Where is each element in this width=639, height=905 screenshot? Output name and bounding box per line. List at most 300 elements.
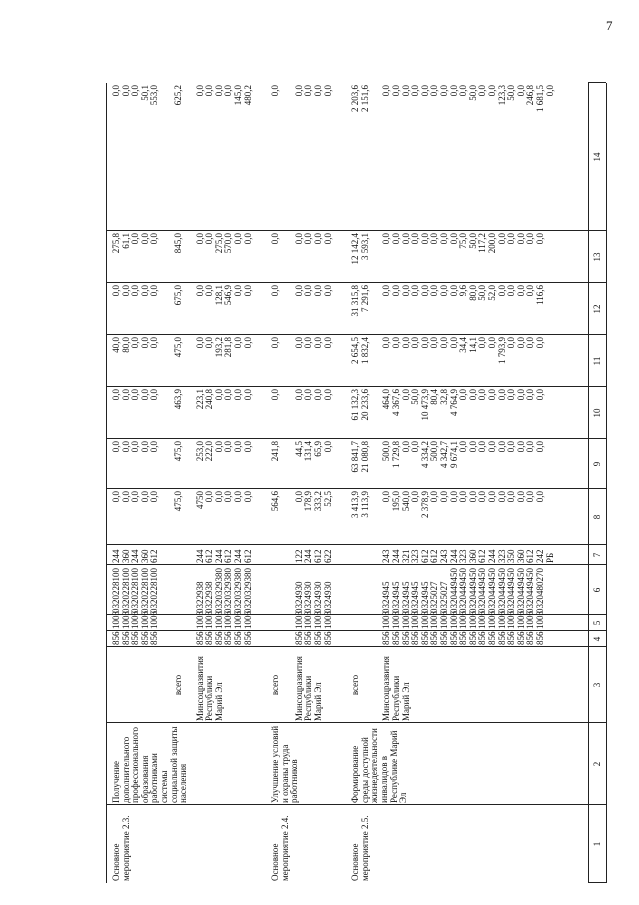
table-rule: [606, 83, 607, 883]
table-cell: 4 764,9: [448, 389, 459, 416]
table-cell: 0,0: [139, 389, 150, 401]
table-cell: 244: [130, 549, 141, 563]
table-cell: 0,0: [506, 441, 517, 453]
table-cell: 0,0: [535, 389, 545, 401]
table-cell: 0,0: [525, 285, 536, 297]
total-value: 475,0: [173, 441, 183, 462]
table-cell: 0,0: [111, 85, 121, 97]
total-label: всего: [350, 674, 361, 696]
table-cell: 0,0: [233, 337, 243, 349]
table-cell: 0324945: [400, 581, 411, 613]
table-cell: 4 367,6: [391, 389, 401, 416]
column-rule: [588, 438, 606, 439]
column-header-2: 2: [592, 761, 602, 767]
table-cell: 0320449450: [515, 568, 526, 613]
table-cell: 0,0: [391, 337, 401, 349]
table-cell: 1003: [194, 611, 205, 629]
table-cell: 856: [322, 631, 333, 645]
table-cell: 0,0: [535, 491, 545, 503]
table-cell: 0,0: [410, 337, 421, 349]
table-cell: 0,0: [139, 337, 150, 349]
table-cell: 0,0: [467, 441, 478, 453]
table-cell: 856: [242, 631, 253, 645]
table-cell: 275,0: [213, 233, 224, 254]
table-cell: 0,0: [120, 491, 131, 503]
table-cell: 1006: [515, 611, 526, 629]
table-cell: 321: [400, 549, 411, 563]
table-cell: 50,0: [477, 285, 488, 301]
table-cell: 0,0: [120, 85, 131, 97]
table-cell: 540,0: [400, 491, 411, 512]
table-cell: 243: [381, 549, 392, 563]
total-value: 7 291,6: [359, 285, 370, 312]
table-cell: 1006: [448, 611, 459, 629]
table-cell: 856: [448, 631, 459, 645]
table-cell: 0,0: [477, 389, 488, 401]
column-rule: [588, 722, 606, 723]
table-cell: 0,0: [467, 491, 478, 503]
table-cell: 1 681,5: [535, 85, 545, 112]
table-cell: 0,0: [506, 337, 517, 349]
table-cell: 856: [313, 631, 323, 645]
table-cell: 856: [515, 631, 526, 645]
column-rule: [106, 488, 588, 489]
table-cell: 856: [496, 631, 507, 645]
table-cell: 546,9: [223, 285, 234, 306]
table-cell: 612: [223, 549, 234, 563]
table-rule: [588, 83, 589, 883]
total-value: 3 113,9: [359, 491, 370, 518]
table-cell: 128,1: [213, 285, 224, 306]
table-cell: 856: [233, 631, 243, 645]
table-cell: 570,0: [223, 233, 234, 254]
table-cell: 0,0: [303, 337, 314, 349]
table-cell: 222,0: [204, 441, 215, 462]
table-cell: 4 342,7: [439, 441, 449, 468]
column-header-3: 3: [592, 682, 602, 688]
total-value: 2 151,6: [359, 85, 370, 112]
table-cell: 0320228100: [139, 568, 150, 613]
column-rule: [106, 544, 588, 545]
table-cell: 0,0: [515, 491, 526, 503]
table-cell: 612: [429, 549, 440, 563]
table-cell: 0324930: [303, 581, 314, 613]
table-cell: 0,0: [149, 233, 160, 245]
total-value: 0,0: [270, 285, 281, 297]
table-cell: 1003: [213, 611, 224, 629]
table-cell: 0324945: [381, 581, 392, 613]
table-cell: 0,0: [303, 285, 314, 297]
table-cell: 1006: [439, 611, 449, 629]
column-rule: [106, 722, 588, 723]
table-rule: [106, 83, 107, 883]
table-cell: 75,0: [458, 233, 469, 249]
table-cell: 0,0: [429, 491, 440, 503]
table-cell: 4750: [194, 491, 205, 509]
table-cell: 0,0: [130, 233, 141, 245]
column-rule: [106, 282, 588, 283]
table-cell: 195,0: [391, 491, 401, 512]
table-cell: 0,0: [381, 491, 392, 503]
table-cell: 50,0: [410, 389, 421, 405]
column-header-5: 5: [592, 620, 602, 626]
table-cell: 0,0: [233, 491, 243, 503]
table-cell: 856: [458, 631, 469, 645]
table-cell: 1003: [111, 611, 121, 629]
table-cell: 0,0: [139, 491, 150, 503]
table-cell: 856: [213, 631, 224, 645]
table-cell: 0,0: [194, 233, 205, 245]
table-cell: 0,0: [496, 233, 507, 245]
table-cell: 0,0: [381, 337, 392, 349]
table-cell: 0,0: [429, 285, 440, 297]
table-cell: 1006: [467, 611, 478, 629]
total-value: 21 080,8: [359, 441, 370, 473]
total-value: 63 841,7: [350, 441, 361, 473]
total-value: 475,0: [173, 491, 183, 512]
table-cell: 1003: [313, 611, 323, 629]
column-header-1: 1: [592, 841, 602, 847]
column-header-8: 8: [592, 514, 602, 520]
table-cell: 65,9: [313, 441, 323, 457]
table-cell: 612: [242, 549, 253, 563]
column-header-10: 10: [592, 408, 602, 418]
table-cell: 612: [419, 549, 430, 563]
total-value: 0,0: [270, 337, 281, 349]
table-cell: 0,0: [458, 389, 469, 401]
table-cell: 0,0: [293, 491, 304, 503]
table-cell: 0325027: [439, 581, 449, 613]
table-cell: 0,0: [313, 285, 323, 297]
table-cell: 0,0: [400, 285, 411, 297]
total-value: 31 315,8: [350, 285, 361, 317]
table-cell: 0,0: [194, 85, 205, 97]
table-cell: 244: [487, 549, 497, 563]
table-cell: 0,0: [233, 233, 243, 245]
table-cell: 0325027: [429, 581, 440, 613]
table-cell: 856: [506, 631, 517, 645]
table-cell: 0,0: [477, 441, 488, 453]
table-cell: 2 378,9: [419, 491, 430, 518]
table-cell: 0,0: [525, 491, 536, 503]
table-cell: 350: [506, 549, 517, 563]
table-cell: 193,2: [213, 337, 224, 358]
table-cell: 0,0: [535, 233, 545, 245]
measure-title: Получение дополнительного профессионального образования работниками системы социальной защиты населения: [111, 726, 189, 803]
table-cell: 1003: [322, 611, 333, 629]
total-value: 564,6: [270, 491, 281, 512]
table-cell: 0320228100: [111, 568, 121, 613]
table-cell: 0,0: [467, 389, 478, 401]
table-cell: 0,0: [194, 337, 205, 349]
table-cell: РБ: [544, 552, 555, 563]
table-cell: 244: [213, 549, 224, 563]
table-cell: 40,0: [111, 337, 121, 353]
column-rule: [588, 334, 606, 335]
column-header-7: 7: [592, 552, 602, 558]
table-cell: 123,3: [496, 85, 507, 106]
table-cell: 0,0: [322, 441, 333, 453]
responsible-org: Минсоцразвития Республики Марий Эл: [194, 656, 224, 721]
table-cell: 0,0: [419, 337, 430, 349]
table-cell: 1003: [303, 611, 314, 629]
table-cell: 0322938: [194, 581, 205, 613]
table-cell: 0,0: [477, 491, 488, 503]
table-cell: 0,0: [139, 285, 150, 297]
table-cell: 0,0: [400, 441, 411, 453]
table-cell: 0,0: [458, 491, 469, 503]
table-cell: 52,0: [487, 285, 497, 301]
table-cell: 0,0: [419, 233, 430, 245]
measure-code: Основное мероприятие 2.4.: [270, 815, 290, 881]
table-cell: 0,0: [400, 85, 411, 97]
table-cell: 0,0: [448, 491, 459, 503]
table-cell: 0,0: [322, 85, 333, 97]
table-cell: 0,0: [429, 337, 440, 349]
table-cell: 0,0: [419, 85, 430, 97]
table-cell: 0,0: [535, 337, 545, 349]
total-value: 20 233,6: [359, 389, 370, 421]
table-cell: 856: [525, 631, 536, 645]
table-cell: 1006: [242, 611, 253, 629]
table-cell: 0,0: [130, 491, 141, 503]
table-cell: 0320449450: [458, 568, 469, 613]
table-cell: 0,0: [293, 233, 304, 245]
table-cell: 0320449450: [448, 568, 459, 613]
table-cell: 0,0: [525, 441, 536, 453]
table-cell: 61,1: [120, 233, 131, 249]
table-cell: 116,6: [535, 285, 545, 305]
table-cell: 0,0: [111, 389, 121, 401]
table-cell: 0,0: [130, 285, 141, 297]
table-cell: 0,0: [149, 389, 160, 401]
column-rule: [588, 614, 606, 615]
table-cell: 0,0: [410, 285, 421, 297]
table-cell: 0,0: [130, 337, 141, 349]
table-cell: 50,0: [467, 233, 478, 249]
table-cell: 0,0: [293, 389, 304, 401]
table-cell: 0,0: [293, 85, 304, 97]
table-cell: 856: [120, 631, 131, 645]
table-cell: 0320449450: [525, 568, 536, 613]
table-cell: 360: [139, 549, 150, 563]
column-rule: [588, 646, 606, 647]
column-rule: [588, 564, 606, 565]
table-cell: 0,0: [506, 491, 517, 503]
table-cell: 145,0: [233, 85, 243, 106]
table-cell: 0,0: [313, 233, 323, 245]
table-cell: 0,0: [448, 285, 459, 297]
table-cell: 323: [410, 549, 421, 563]
table-cell: 856: [139, 631, 150, 645]
table-cell: 0320228100: [149, 568, 160, 613]
table-cell: 0,0: [242, 441, 253, 453]
table-cell: 0,0: [130, 85, 141, 97]
table-cell: 0,0: [496, 441, 507, 453]
table-cell: 1006: [506, 611, 517, 629]
table-cell: 0320449450: [506, 568, 517, 613]
table-cell: 0,0: [525, 337, 536, 349]
table-cell: 0,0: [149, 491, 160, 503]
column-rule: [588, 230, 606, 231]
table-cell: 553,0: [149, 85, 160, 106]
table-cell: 244: [194, 549, 205, 563]
table-cell: 856: [429, 631, 440, 645]
table-cell: 1003: [391, 611, 401, 629]
table-cell: 244: [391, 549, 401, 563]
table-cell: 0324945: [391, 581, 401, 613]
table-cell: 0,0: [410, 233, 421, 245]
table-cell: 0,0: [515, 441, 526, 453]
total-value: 2 654,5: [350, 337, 361, 364]
table-cell: 50,0: [506, 85, 517, 101]
table-cell: 0,0: [303, 389, 314, 401]
table-cell: 856: [303, 631, 314, 645]
table-cell: 0320449450: [467, 568, 478, 613]
table-cell: 0,0: [204, 491, 215, 503]
table-cell: 0,0: [515, 233, 526, 245]
table-cell: 0,0: [233, 285, 243, 297]
column-rule: [588, 882, 606, 883]
table-cell: 0,0: [477, 85, 488, 97]
table-cell: 0,0: [458, 85, 469, 97]
table-cell: 0,0: [400, 337, 411, 349]
total-value: 3 593,1: [359, 233, 370, 260]
page-number: 7: [606, 18, 613, 33]
table-cell: 1006: [233, 611, 243, 629]
table-cell: 323: [496, 549, 507, 563]
column-header-13: 13: [592, 252, 602, 262]
table-cell: 612: [477, 549, 488, 563]
table-cell: 242: [535, 549, 545, 563]
table-cell: 0324930: [313, 581, 323, 613]
table-cell: 0,0: [487, 85, 497, 97]
table-cell: 856: [439, 631, 449, 645]
table-cell: 0,0: [496, 285, 507, 297]
table-cell: 0,0: [130, 441, 141, 453]
table-cell: 0,0: [391, 233, 401, 245]
table-cell: 1003: [535, 611, 545, 629]
table-cell: 44,5: [293, 441, 304, 457]
table-cell: 0,0: [410, 491, 421, 503]
table-cell: 0,0: [419, 285, 430, 297]
table-cell: 80,4: [429, 389, 440, 405]
table-cell: 0,0: [429, 85, 440, 97]
table-cell: 0,0: [400, 233, 411, 245]
table-cell: 0,0: [293, 285, 304, 297]
table-cell: 0324930: [293, 581, 304, 613]
table-cell: 253,0: [194, 441, 205, 462]
table-cell: 0,0: [322, 285, 333, 297]
table-cell: 0,0: [242, 337, 253, 349]
table-cell: 0320329380: [223, 568, 234, 613]
table-cell: 0,0: [515, 85, 526, 97]
table-cell: 0,0: [130, 389, 141, 401]
table-cell: 0,0: [515, 285, 526, 297]
table-cell: 0,0: [496, 491, 507, 503]
total-value: 3 413,9: [350, 491, 361, 518]
table-cell: 0,0: [204, 85, 215, 97]
column-rule: [588, 804, 606, 805]
total-value: 845,0: [173, 233, 183, 254]
table-cell: 0,0: [515, 389, 526, 401]
table-cell: 0,0: [391, 285, 401, 297]
table-cell: 0,0: [439, 233, 449, 245]
table-cell: 612: [525, 549, 536, 563]
table-cell: 0,0: [111, 491, 121, 503]
table-cell: 612: [149, 549, 160, 563]
table-cell: 34,4: [458, 337, 469, 353]
table-cell: 0320228100: [130, 568, 141, 613]
column-rule: [588, 544, 606, 545]
column-header-11: 11: [592, 356, 602, 366]
table-cell: 0,0: [439, 491, 449, 503]
column-header-14: 14: [592, 152, 602, 162]
table-cell: 856: [130, 631, 141, 645]
table-cell: 0,0: [313, 337, 323, 349]
table-cell: 0,0: [111, 285, 121, 297]
table-cell: 0,0: [439, 337, 449, 349]
table-cell: 612: [204, 549, 215, 563]
table-cell: 1006: [223, 611, 234, 629]
table-cell: 856: [223, 631, 234, 645]
table-cell: 333,2: [313, 491, 323, 512]
table-cell: 1006: [149, 611, 160, 629]
total-value: 675,0: [173, 285, 183, 306]
table-cell: 0,0: [204, 233, 215, 245]
total-value: 1 832,4: [359, 337, 370, 364]
table-cell: 4 334,2: [419, 441, 430, 468]
responsible-org: Минсоцразвития Республики Марий Эл: [381, 656, 411, 721]
table-cell: 0,0: [448, 85, 459, 97]
column-header-6: 6: [592, 587, 602, 593]
table-cell: 0320329380: [213, 568, 224, 613]
table-cell: 0,0: [213, 85, 224, 97]
table-cell: 0,0: [242, 233, 253, 245]
table-cell: 856: [381, 631, 392, 645]
table-cell: 0,0: [448, 233, 459, 245]
table-cell: 0,0: [233, 389, 243, 401]
column-rule: [106, 334, 588, 335]
table-cell: 275,8: [111, 233, 121, 254]
table-cell: 0,0: [410, 85, 421, 97]
measure-code: Основное мероприятие 2.3.: [111, 815, 131, 881]
table-cell: 0,0: [139, 441, 150, 453]
table-cell: 0,0: [487, 441, 497, 453]
table-cell: 1006: [139, 611, 150, 629]
measure-title: Формирование среды доступной жизнедеятельности инвалидов в Республике Марий Эл: [350, 728, 409, 803]
table-cell: 464,0: [381, 389, 392, 410]
table-cell: 0,0: [223, 491, 234, 503]
table-cell: 50,0: [467, 85, 478, 101]
table-cell: 1003: [400, 611, 411, 629]
table-cell: 856: [194, 631, 205, 645]
table-cell: 0,0: [223, 389, 234, 401]
table-cell: 0,0: [506, 233, 517, 245]
total-value: 625,2: [173, 85, 183, 106]
total-value: 2 203,6: [350, 85, 361, 112]
table-cell: 223,1: [194, 389, 205, 410]
column-rule: [588, 82, 606, 83]
rotated-table: [100, 83, 620, 883]
column-rule: [588, 386, 606, 387]
table-cell: 0,0: [223, 441, 234, 453]
table-cell: 856: [410, 631, 421, 645]
table-cell: 1006: [496, 611, 507, 629]
table-cell: 1006: [477, 611, 488, 629]
measure-title: Улучшение условий и охраны труда работников: [270, 725, 300, 803]
table-cell: 0,0: [487, 389, 497, 401]
